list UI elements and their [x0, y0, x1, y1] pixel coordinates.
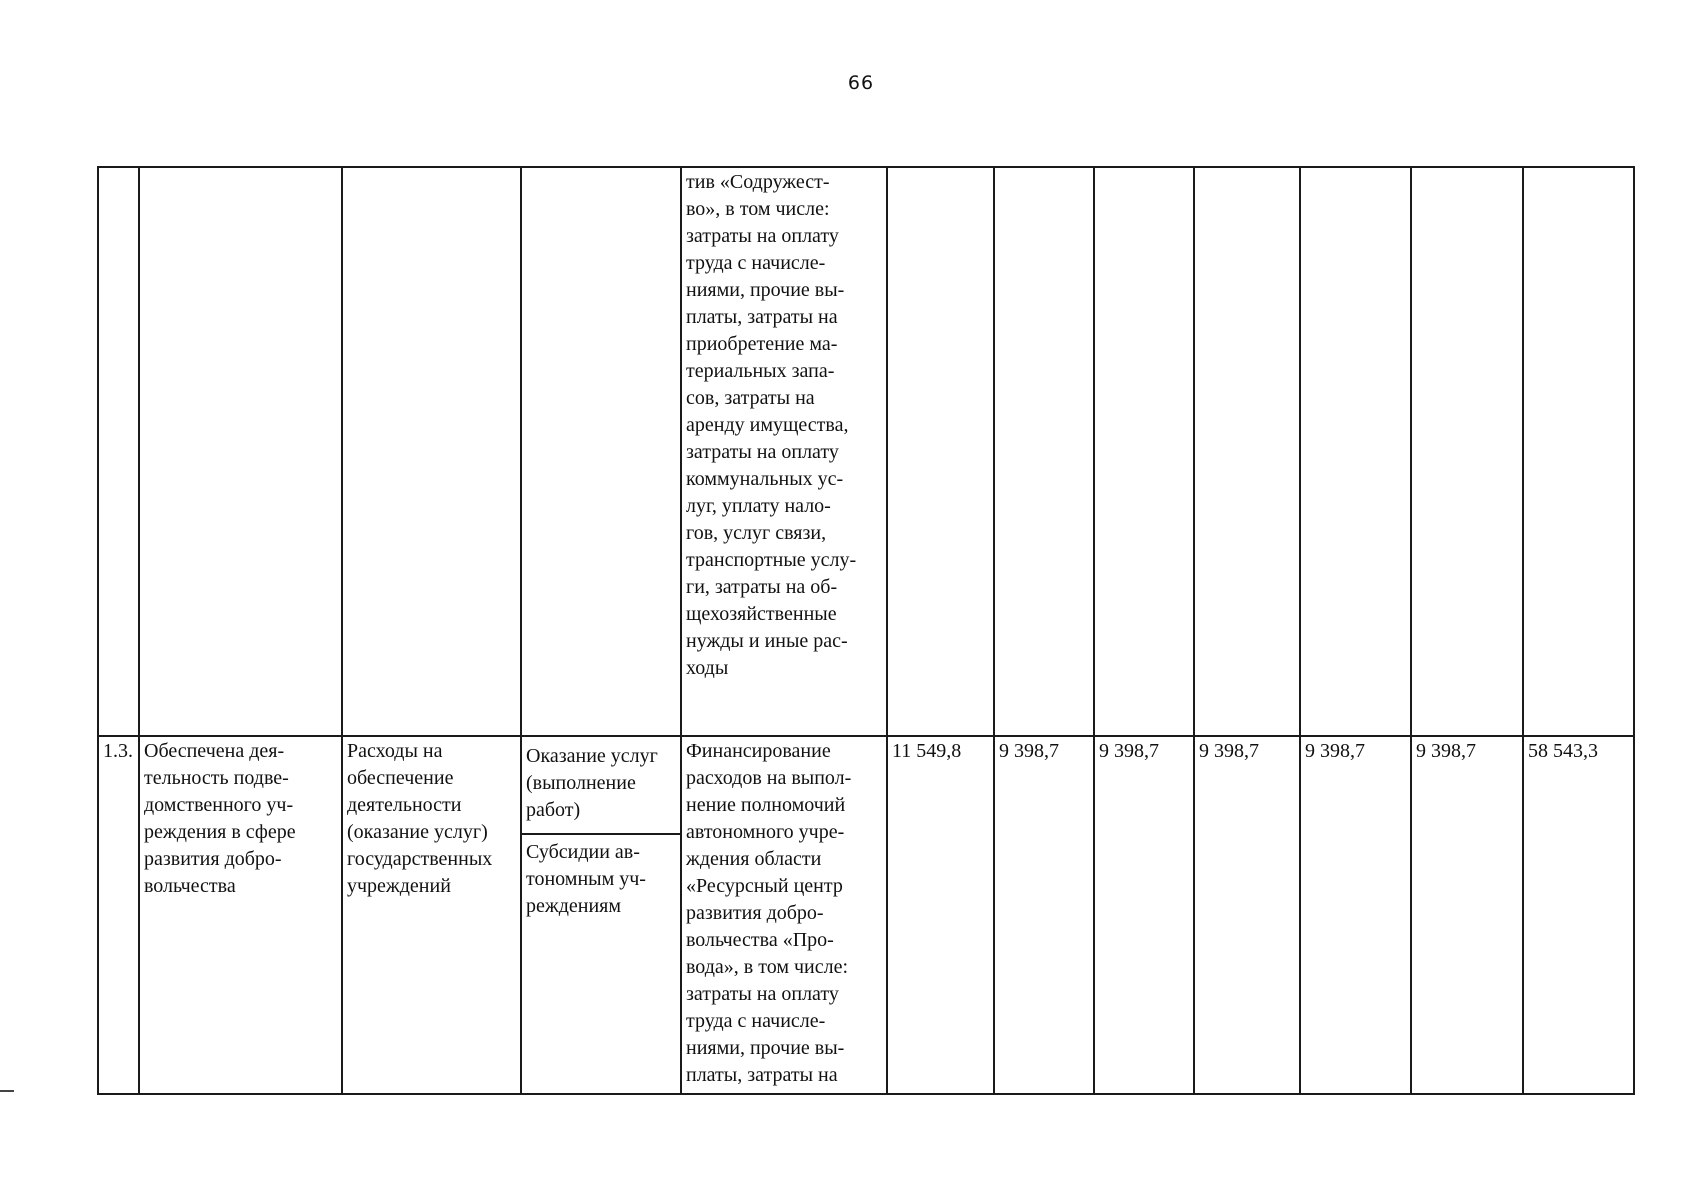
- cell-result: [139, 167, 342, 736]
- value-year-6: 9 398,7: [1411, 736, 1523, 1094]
- cell-value: [1300, 167, 1411, 736]
- value-year-5: 9 398,7: [1300, 736, 1411, 1094]
- cell-value: [887, 167, 994, 736]
- value-year-3: 9 398,7: [1094, 736, 1194, 1094]
- cell-number: [98, 167, 139, 736]
- mechanism-services: Оказание услуг (выполнение работ): [522, 737, 680, 835]
- budget-table: [97, 166, 1635, 1095]
- cell-value: [1194, 167, 1300, 736]
- value-total: 58 543,3: [1523, 736, 1634, 1094]
- mechanism-subsidies: Субсидии ав- тономным уч- реждениям: [526, 841, 646, 917]
- mechanism-cell: [521, 736, 681, 1094]
- cell-value: [1094, 167, 1194, 736]
- cell-description: тив «Содружест- во», в том числе: затраты на оплату труда с начисле- ниями, прочие вы- платы, затраты на приобретение ма- териальных запа- сов, затраты на аренду имущества, затраты на оплату коммунальных ус- луг, уплату нало- гов, услуг связи, транспортные услу- ги, затраты на об- щехозяйственные нужды и иные рас- ходы: [681, 167, 887, 736]
- cell-value: [1523, 167, 1634, 736]
- page-number: 66: [847, 72, 875, 94]
- scan-edge-mark: [0, 1090, 14, 1092]
- cell-mechanism: [521, 167, 681, 736]
- description-text: Финансирование расходов на выпол- нение полномочий автономного учре- ждения области «Ресурсный центр развития добро- вольчества «Про- вода», в том числе: затраты на оплату труда с начисле- ниями, прочие вы- платы, затраты на: [681, 736, 887, 1094]
- cell-expense-type: [342, 167, 521, 736]
- cell-value: [994, 167, 1094, 736]
- row-number: 1.3.: [98, 736, 139, 1094]
- result-text: Обеспечена дея- тельность подве- домственного уч- реждения в сфере развития добро- вольчества: [139, 736, 342, 1094]
- table-row-continuation: [98, 167, 1634, 736]
- value-year-2: 9 398,7: [994, 736, 1094, 1094]
- table-row-1-3: [98, 736, 1634, 1094]
- cell-value: [1411, 167, 1523, 736]
- expense-type-text: Расходы на обеспечение деятельности (оказание услуг) государственных учреждений: [342, 736, 521, 1094]
- value-year-4: 9 398,7: [1194, 736, 1300, 1094]
- value-year-1: 11 549,8: [887, 736, 994, 1094]
